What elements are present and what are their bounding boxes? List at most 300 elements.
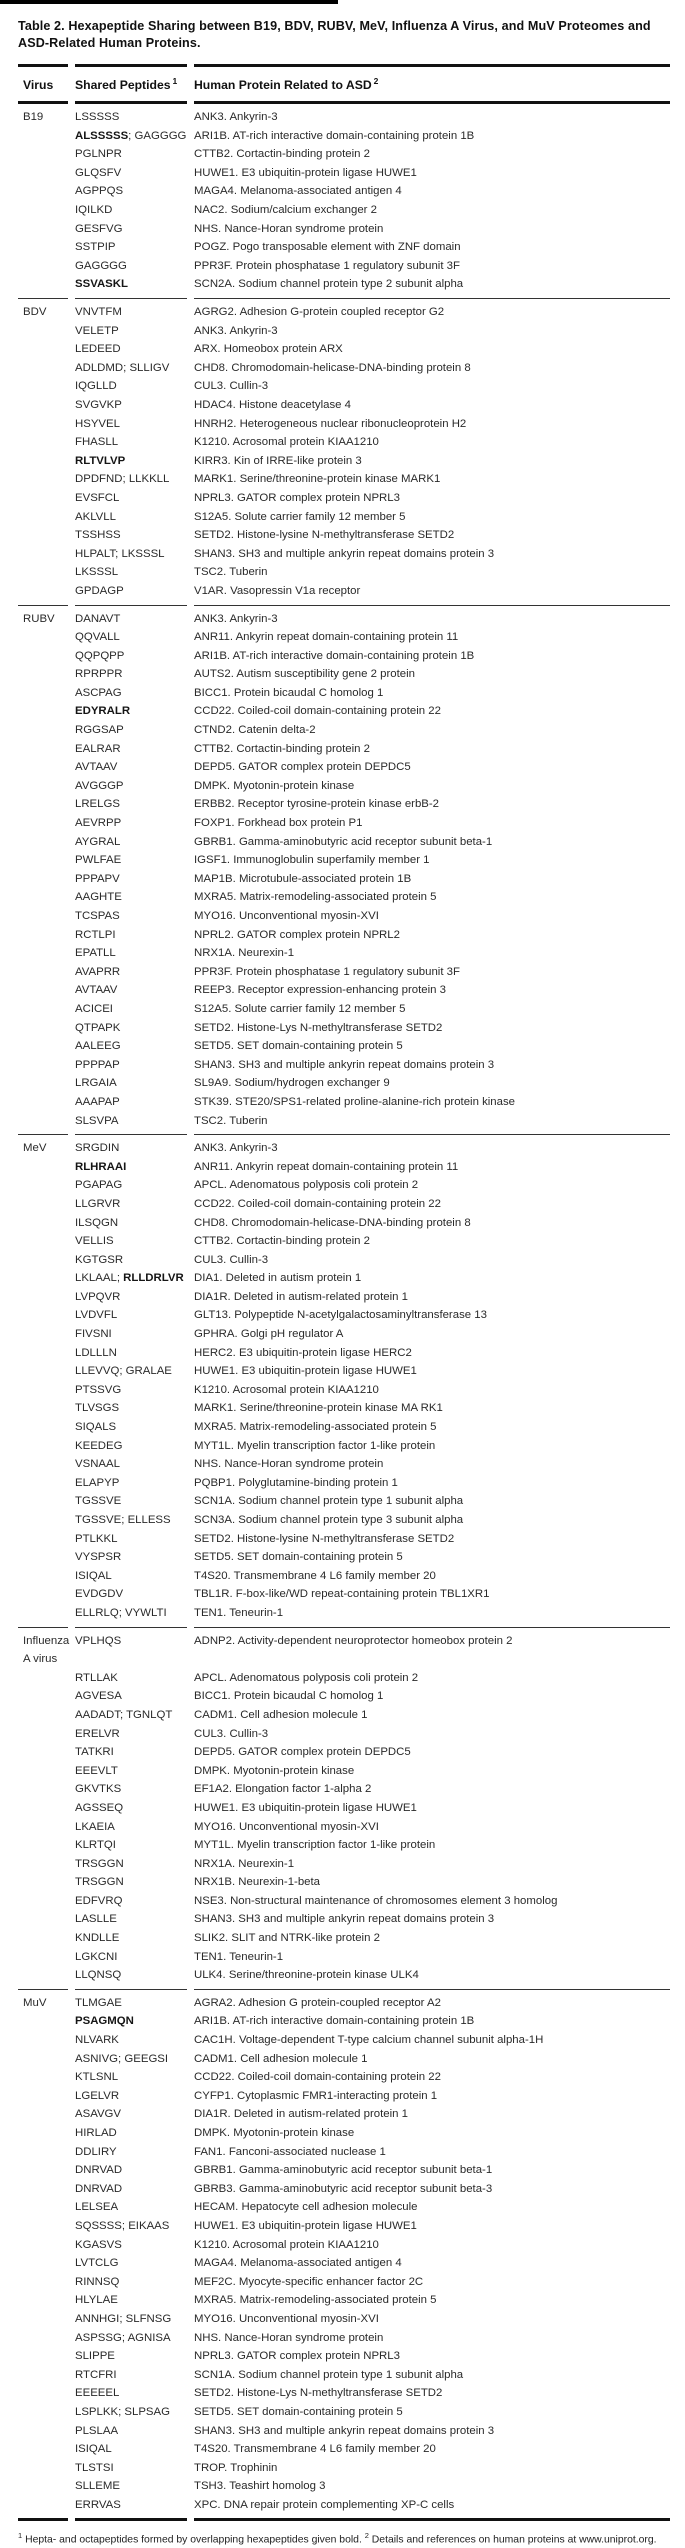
peptide-cell: AALEEG: [75, 1040, 121, 1053]
protein-cell: ANK3. Ankyrin-3: [194, 612, 278, 625]
peptide-cell: TLMGAE: [75, 1996, 122, 2009]
protein-cell: ARI1B. AT-rich interactive domain-containing protein 1B: [194, 649, 475, 662]
protein-cell: SETD5. SET domain-containing protein 5: [194, 2405, 403, 2418]
table-row: [18, 2403, 670, 2422]
virus-cell: [18, 1437, 68, 1456]
table-title-text: Table 2. Hexapeptide Sharing between B19, BDV, RUBV, MeV, Influenza A Virus, and MuV Proteomes and ASD-Related Human Proteins.: [18, 19, 651, 50]
table-row: [18, 888, 670, 907]
table-row: [18, 870, 670, 889]
protein-cell: S12A5. Solute carrier family 12 member 5: [194, 1002, 406, 1015]
protein-cell: CTTB2. Cortactin-binding protein 2: [194, 1235, 371, 1248]
virus-cell: [18, 1269, 68, 1288]
protein-cell: DIA1R. Deleted in autism-related protein 1: [194, 2108, 408, 2121]
virus-cell: [18, 2105, 68, 2124]
peptide-cell: LLQNSQ: [75, 1969, 122, 1982]
table-row: [18, 610, 670, 629]
table-row: [18, 220, 670, 239]
virus-cell: [18, 1799, 68, 1818]
protein-cell: NRX1A. Neurexin-1: [194, 947, 295, 960]
virus-cell: [18, 1251, 68, 1270]
peptide-cell: VELLIS: [75, 1235, 114, 1248]
rule-bottom: [18, 2518, 670, 2521]
table-row: [18, 2068, 670, 2087]
protein-cell: MYO16. Unconventional myosin-XVI: [194, 910, 379, 922]
table-row: [18, 1399, 670, 1418]
protein-cell: XPC. DNA repair protein complementing XP-C cells: [194, 2498, 455, 2511]
table-row: [18, 702, 670, 721]
protein-cell: MAGA4. Melanoma-associated antigen 4: [194, 2257, 402, 2270]
virus-cell: [18, 1037, 68, 1056]
peptide-cell: LGKCNI: [75, 1950, 118, 1963]
protein-cell: TROP. Trophinin: [194, 2461, 278, 2474]
virus-cell: Influenza A virus: [23, 1634, 70, 1666]
peptide-cell: LLGRVR: [75, 1197, 121, 1210]
virus-cell: [18, 2273, 68, 2292]
peptide-cell: LVTCLG: [75, 2257, 119, 2270]
protein-cell: DEPD5. GATOR complex protein DEPDC5: [194, 761, 411, 774]
table-row: [18, 257, 670, 276]
peptide-cell: PPPAPV: [75, 872, 120, 885]
virus-cell: [18, 2236, 68, 2255]
protein-cell: DMPK. Myotonin-protein kinase: [194, 779, 355, 792]
peptide-cell: RGGSAP: [75, 724, 124, 737]
protein-cell: CUL3. Cullin-3: [194, 1253, 269, 1266]
peptide-cell: DANAVT: [75, 612, 121, 625]
protein-cell: BICC1. Protein bicaudal C homolog 1: [194, 1690, 384, 1703]
table-row: [18, 2236, 670, 2255]
peptide-cell: SIQALS: [75, 1421, 117, 1434]
peptide-cell: TCSPAS: [75, 910, 120, 922]
peptide-cell: TRSGGN: [75, 1857, 124, 1870]
virus-cell: [18, 2403, 68, 2422]
peptide-cell: AVGGGP: [75, 779, 124, 792]
protein-cell: NHS. Nance-Horan syndrome protein: [194, 222, 384, 235]
protein-cell: DMPK. Myotonin-protein kinase: [194, 2127, 355, 2139]
peptide-cell: ISIQAL: [75, 2443, 112, 2456]
protein-cell: SCN1A. Sodium channel protein type 1 subunit alpha: [194, 1495, 464, 1508]
protein-cell: TEN1. Teneurin-1: [194, 1950, 284, 1963]
table-row: [18, 545, 670, 564]
table-row: [18, 1306, 670, 1325]
col-header-virus: [18, 78, 68, 93]
protein-cell: CCD22. Coiled-coil domain-containing protein 22: [194, 1197, 441, 1210]
protein-cell: CADM1. Cell adhesion molecule 1: [194, 1708, 368, 1721]
virus-cell: [18, 1158, 68, 1177]
peptide-cell: PTSSVG: [75, 1383, 122, 1396]
protein-cell: DMPK. Myotonin-protein kinase: [194, 1764, 355, 1777]
table-row: [18, 563, 670, 582]
virus-cell: [18, 2291, 68, 2310]
table-row: [18, 2310, 670, 2329]
virus-cell: [18, 1743, 68, 1762]
peptide-cell: LVDVFL: [75, 1309, 118, 1322]
peptide-cell: GPDAGP: [75, 584, 124, 597]
virus-cell: [18, 1000, 68, 1019]
table-row: [18, 2477, 670, 2496]
virus-cell: [18, 2031, 68, 2050]
virus-cell: [18, 1762, 68, 1781]
table-row: [18, 1632, 670, 1669]
peptide-cell: EEEEEL: [75, 2387, 120, 2400]
section-divider: [18, 605, 670, 606]
peptide-cell: SLSVPA: [75, 1114, 119, 1127]
col-header-virus-label: Virus: [23, 78, 54, 93]
col-header-peptides: [75, 74, 187, 93]
protein-cell: FOXP1. Forkhead box protein P1: [194, 817, 363, 830]
virus-cell: [18, 508, 68, 527]
peptide-cell: DPDFND; LLKKLL: [75, 473, 170, 486]
protein-cell: NHS. Nance-Horan syndrome protein: [194, 1458, 384, 1471]
virus-cell: [18, 721, 68, 740]
virus-section: [18, 299, 670, 605]
table-row: [18, 145, 670, 164]
protein-cell: SHAN3. SH3 and multiple ankyrin repeat domains protein 3: [194, 547, 495, 560]
virus-cell: [18, 1232, 68, 1251]
table-row: [18, 238, 670, 257]
table-row: [18, 1093, 670, 1112]
peptide-cell: LKAEIA: [75, 1820, 115, 1833]
virus-cell: [18, 220, 68, 239]
virus-cell: [18, 238, 68, 257]
virus-cell: [18, 1818, 68, 1837]
protein-cell: MXRA5. Matrix-remodeling-associated protein 5: [194, 2294, 437, 2307]
protein-cell: EF1A2. Elongation factor 1-alpha 2: [194, 1783, 372, 1796]
peptide-cell: TRSGGN: [75, 1876, 124, 1889]
peptide-cell: ILSQGN: [75, 1216, 119, 1229]
virus-section: [18, 606, 670, 1135]
peptide-cell: RLHRAAI: [75, 1160, 127, 1173]
peptide-cell: EPATLL: [75, 947, 116, 960]
footnote-2-mark: 2: [364, 2531, 369, 2541]
peptide-cell: AAGHTE: [75, 891, 122, 904]
virus-cell: [18, 322, 68, 341]
protein-cell: CCD22. Coiled-coil domain-containing protein 22: [194, 705, 441, 718]
table-row: [18, 2124, 670, 2143]
peptide-cell: RTCFRI: [75, 2368, 117, 2381]
peptide-cell: AGSSEQ: [75, 1801, 124, 1814]
protein-cell: MXRA5. Matrix-remodeling-associated protein 5: [194, 1421, 437, 1434]
peptide-cell: AYGRAL: [75, 835, 121, 848]
virus-cell: [18, 433, 68, 452]
table-row: [18, 2329, 670, 2348]
protein-cell: FAN1. Fanconi-associated nuclease 1: [194, 2145, 386, 2158]
table-body: [18, 104, 670, 2518]
protein-cell: MYT1L. Myelin transcription factor 1-like protein: [194, 1439, 436, 1452]
peptide-cell: PTLKKL: [75, 1532, 118, 1545]
table-row: [18, 2050, 670, 2069]
virus-cell: [18, 1418, 68, 1437]
table-row: [18, 981, 670, 1000]
table-row: [18, 1269, 670, 1288]
footnote-1-mark: 1: [18, 2531, 23, 2541]
virus-cell: [18, 359, 68, 378]
table-row: [18, 2031, 670, 2050]
table-row: [18, 758, 670, 777]
table-row: [18, 1818, 670, 1837]
virus-cell: [18, 758, 68, 777]
virus-cell: [18, 2366, 68, 2385]
peptide-cell: RLTVLVP: [75, 454, 126, 467]
virus-cell: [18, 1288, 68, 1307]
virus-cell: [18, 1381, 68, 1400]
peptide-cell: EDFVRQ: [75, 1894, 123, 1907]
virus-section: [18, 104, 670, 298]
table-row: [18, 1948, 670, 1967]
peptide-cell: EDYRALR: [75, 705, 131, 718]
protein-cell: TSH3. Teashirt homolog 3: [194, 2480, 326, 2493]
protein-cell: CTND2. Catenin delta-2: [194, 724, 316, 737]
virus-cell: [18, 1176, 68, 1195]
peptide-cell: ADLDMD; SLLIGV: [75, 361, 170, 374]
peptide-cell: VELETP: [75, 324, 119, 337]
peptide-cell: VNVTFM: [75, 306, 122, 318]
peptide-cell: ASAVGV: [75, 2108, 122, 2121]
table-row: [18, 1176, 670, 1195]
table-row: [18, 1511, 670, 1530]
protein-cell: PPR3F. Protein phosphatase 1 regulatory subunit 3F: [194, 965, 460, 978]
peptide-cell: DNRVAD: [75, 2182, 123, 2195]
protein-cell: GPHRA. Golgi pH regulator A: [194, 1328, 344, 1341]
peptide-cell: SSVASKL: [75, 278, 128, 291]
protein-cell: NAC2. Sodium/calcium exchanger 2: [194, 204, 377, 217]
protein-cell: NHS. Nance-Horan syndrome protein: [194, 2331, 384, 2344]
peptide-cell: SVGVKP: [75, 398, 122, 411]
protein-cell: CUL3. Cullin-3: [194, 380, 269, 393]
peptide-cell: SSTPIP: [75, 241, 116, 254]
protein-cell: SHAN3. SH3 and multiple ankyrin repeat domains protein 3: [194, 2424, 495, 2437]
virus-cell: [18, 1567, 68, 1586]
peptide-cell: SLIPPE: [75, 2350, 115, 2363]
table-row: [18, 926, 670, 945]
table-row: [18, 322, 670, 341]
table-row: [18, 2291, 670, 2310]
table-row: [18, 2143, 670, 2162]
peptide-cell: AGPPQS: [75, 185, 124, 198]
col-header-protein-footnote-mark: 2: [373, 76, 379, 86]
protein-cell: SETD5. SET domain-containing protein 5: [194, 1040, 403, 1053]
protein-cell: CTTB2. Cortactin-binding protein 2: [194, 742, 371, 755]
peptide-cell: GLQSFV: [75, 166, 122, 179]
virus-cell: [18, 582, 68, 601]
protein-cell: SHAN3. SH3 and multiple ankyrin repeat domains protein 3: [194, 1913, 495, 1926]
virus-cell: [18, 2217, 68, 2236]
footnote: [18, 2529, 668, 2547]
virus-cell: [18, 1399, 68, 1418]
peptide-cell: RTLLAK: [75, 1671, 118, 1684]
peptide-cell: ASNIVG; GEEGSI: [75, 2052, 169, 2065]
protein-cell: NSE3. Non-structural maintenance of chromosomes element 3 homolog: [194, 1894, 558, 1907]
virus-cell: [18, 1873, 68, 1892]
protein-cell: HUWE1. E3 ubiquitin-protein ligase HUWE1: [194, 166, 417, 179]
table-row: [18, 2105, 670, 2124]
peptide-cell: GKVTKS: [75, 1783, 122, 1796]
protein-cell: SETD2. Histone-Lys N-methyltransferase SETD2: [194, 1021, 443, 1034]
table-row: [18, 1362, 670, 1381]
protein-cell: CAC1H. Voltage-dependent T-type calcium channel subunit alpha-1H: [194, 2034, 544, 2047]
peptide-cell: ERELVR: [75, 1727, 120, 1740]
table-row: [18, 1325, 670, 1344]
protein-cell: NPRL3. GATOR complex protein NPRL3: [194, 2350, 400, 2363]
table-row: [18, 1799, 670, 1818]
protein-cell: AUTS2. Autism susceptibility gene 2 protein: [194, 668, 415, 681]
peptide-cell: HLYLAE: [75, 2294, 118, 2307]
virus-cell: [18, 647, 68, 666]
protein-cell: HECAM. Hepatocyte cell adhesion molecule: [194, 2201, 418, 2214]
virus-cell: [18, 396, 68, 415]
peptide-cell: LGELVR: [75, 2089, 120, 2102]
virus-cell: [18, 795, 68, 814]
peptide-cell: NLVARK: [75, 2034, 119, 2047]
virus-cell: [18, 907, 68, 926]
protein-cell: V1AR. Vasopressin V1a receptor: [194, 584, 361, 597]
virus-cell: [18, 2496, 68, 2515]
virus-cell: [18, 628, 68, 647]
protein-cell: DIA1R. Deleted in autism-related protein 1: [194, 1290, 408, 1303]
peptide-cell: LEDEED: [75, 343, 121, 356]
protein-cell: ANK3. Ankyrin-3: [194, 324, 278, 337]
peptide-cell: EVDGDV: [75, 1588, 124, 1601]
table-row: [18, 396, 670, 415]
virus-cell: [18, 201, 68, 220]
protein-cell: NRX1A. Neurexin-1: [194, 1857, 295, 1870]
protein-cell: TEN1. Teneurin-1: [194, 1606, 284, 1619]
table-row: [18, 1873, 670, 1892]
virus-cell: [18, 1019, 68, 1038]
peptide-cell: EVSFCL: [75, 491, 120, 504]
table-row: [18, 1706, 670, 1725]
protein-cell: SLIK2. SLIT and NTRK-like protein 2: [194, 1932, 380, 1945]
protein-cell: K1210. Acrosomal protein KIAA1210: [194, 2238, 379, 2251]
table-row: [18, 182, 670, 201]
footnote-2-text: Details and references on human proteins at www.uniprot.org.: [371, 2534, 657, 2546]
peptide-cell: ELAPYP: [75, 1476, 120, 1489]
protein-cell: CUL3. Cullin-3: [194, 1727, 269, 1740]
virus-section: [18, 1628, 670, 1989]
table-row: [18, 1836, 670, 1855]
table-row: [18, 1381, 670, 1400]
virus-cell: [18, 1669, 68, 1688]
peptide-cell: LRELGS: [75, 798, 120, 811]
virus-cell: [18, 1948, 68, 1967]
protein-cell: SCN3A. Sodium channel protein type 3 subunit alpha: [194, 1514, 464, 1526]
peptide-cell: LRGAIA: [75, 1077, 117, 1090]
virus-cell: [18, 740, 68, 759]
virus-cell: [18, 1604, 68, 1623]
peptide-cell: FHASLL: [75, 436, 119, 449]
peptide-cell: AADADT; TGNLQT: [75, 1708, 173, 1721]
virus-cell: [18, 1780, 68, 1799]
table-row: [18, 1214, 670, 1233]
peptide-cell: AVTAAV: [75, 761, 118, 774]
table-row: [18, 1056, 670, 1075]
table-row: [18, 1743, 670, 1762]
table-row: [18, 2087, 670, 2106]
rule-top: [18, 64, 670, 67]
table-row: [18, 1929, 670, 1948]
table-row: [18, 684, 670, 703]
protein-cell: AGRA2. Adhesion G protein-coupled receptor A2: [194, 1996, 441, 2009]
protein-cell: GBRB3. Gamma-aminobutyric acid receptor subunit beta-3: [194, 2182, 493, 2195]
peptide-cell: LELSEA: [75, 2201, 119, 2214]
peptide-cell: EEEVLT: [75, 1764, 118, 1777]
virus-cell: [18, 470, 68, 489]
virus-cell: [18, 1929, 68, 1948]
protein-cell: MEF2C. Myocyte-specific enhancer factor 2C: [194, 2275, 424, 2288]
protein-cell: NPRL2. GATOR complex protein NPRL2: [194, 928, 400, 941]
table-row: [18, 1195, 670, 1214]
peptide-cell: PLSLAA: [75, 2424, 119, 2437]
peptide-cell: ELLRLQ; VYWLTI: [75, 1606, 167, 1619]
table-row: [18, 1418, 670, 1437]
protein-cell: ANR11. Ankyrin repeat domain-containing protein 11: [194, 1160, 459, 1173]
virus-cell: [18, 182, 68, 201]
virus-cell: MuV: [23, 1996, 47, 2009]
virus-cell: [18, 545, 68, 564]
table-row: [18, 508, 670, 527]
peptide-cell: ASCPAG: [75, 686, 122, 699]
table-row: [18, 1669, 670, 1688]
table-row: [18, 1000, 670, 1019]
table-row: [18, 2422, 670, 2441]
table-row: [18, 2366, 670, 2385]
col-header-peptides-footnote-mark: 1: [172, 76, 178, 86]
table-row: [18, 526, 670, 545]
peptide-cell: IQGLLD: [75, 380, 117, 393]
virus-cell: [18, 1195, 68, 1214]
table-row: [18, 108, 670, 127]
virus-cell: [18, 2050, 68, 2069]
table-row: [18, 907, 670, 926]
virus-cell: [18, 926, 68, 945]
protein-cell: K1210. Acrosomal protein KIAA1210: [194, 436, 379, 449]
table-row: [18, 340, 670, 359]
virus-cell: [18, 1687, 68, 1706]
protein-cell: T4S20. Transmembrane 4 L6 family member 20: [194, 2443, 436, 2456]
protein-cell: MXRA5. Matrix-remodeling-associated protein 5: [194, 891, 437, 904]
virus-cell: [18, 2440, 68, 2459]
table-row: [18, 1344, 670, 1363]
virus-cell: [18, 2068, 68, 2087]
peptide-cell: PWLFAE: [75, 854, 122, 867]
table-row: [18, 377, 670, 396]
protein-cell: HDAC4. Histone deacetylase 4: [194, 398, 352, 411]
virus-cell: [18, 489, 68, 508]
virus-cell: [18, 526, 68, 545]
virus-cell: [18, 684, 68, 703]
top-crop-bar: [0, 0, 338, 4]
table-row: [18, 944, 670, 963]
virus-cell: [18, 870, 68, 889]
virus-cell: [18, 145, 68, 164]
virus-cell: [18, 127, 68, 146]
virus-section: [18, 1135, 670, 1626]
virus-cell: [18, 702, 68, 721]
rule-below-header: [18, 101, 670, 104]
virus-cell: [18, 1910, 68, 1929]
protein-cell: HNRH2. Heterogeneous nuclear ribonucleoprotein H2: [194, 417, 467, 430]
table-row: [18, 2459, 670, 2478]
virus-cell: [18, 1362, 68, 1381]
peptide-cell: ACICEI: [75, 1002, 113, 1015]
protein-cell: TSC2. Tuberin: [194, 566, 268, 579]
virus-cell: [18, 1112, 68, 1131]
peptide-cell: PSAGMQN: [75, 2015, 134, 2028]
table-row: [18, 1455, 670, 1474]
virus-cell: [18, 2198, 68, 2217]
protein-cell: SETD5. SET domain-containing protein 5: [194, 1551, 403, 1564]
protein-cell: GBRB1. Gamma-aminobutyric acid receptor subunit beta-1: [194, 835, 493, 848]
peptide-cell: KTLSNL: [75, 2071, 119, 2084]
